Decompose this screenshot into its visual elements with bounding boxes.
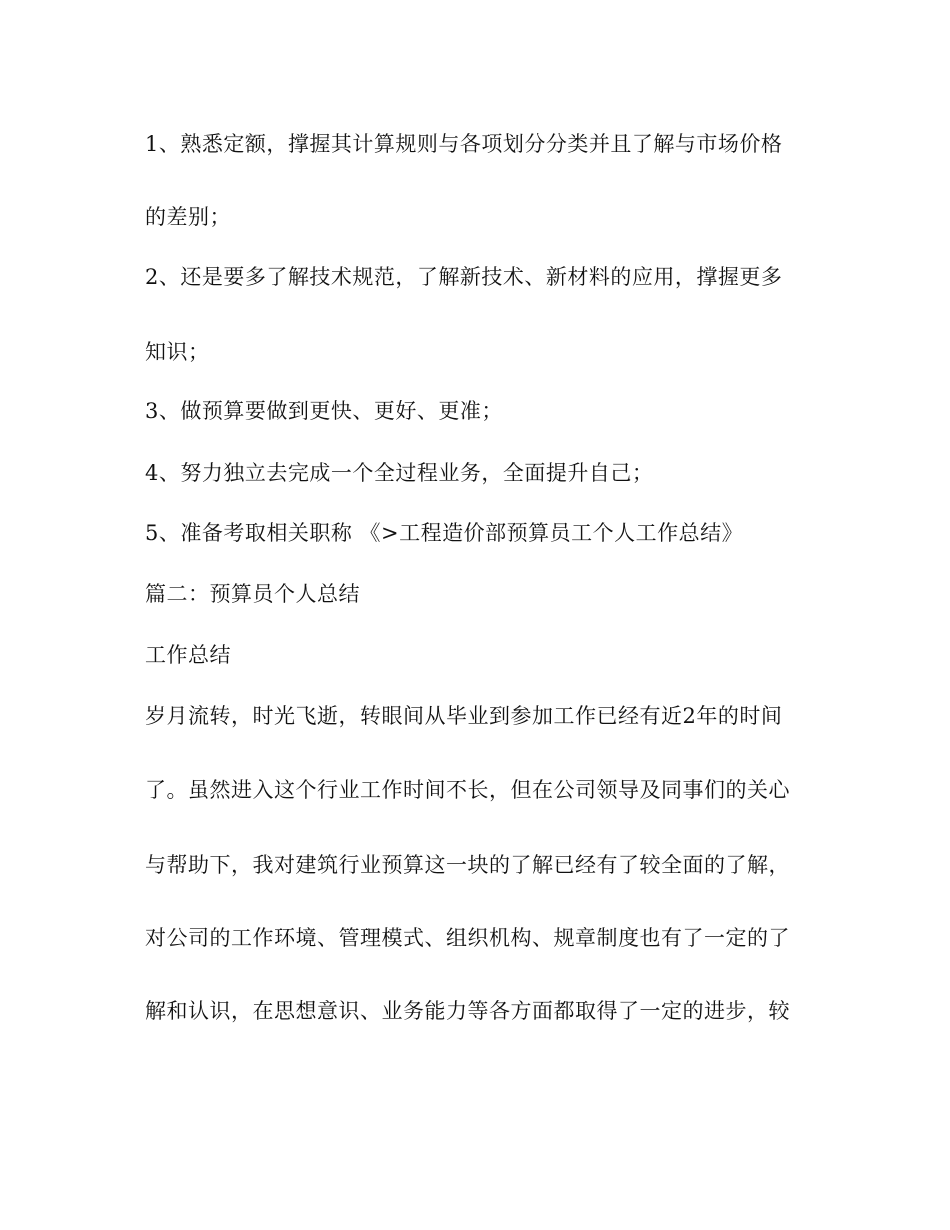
paragraph-line: 解和认识，在思想意识、业务能力等各方面都取得了一定的进步，较 (145, 999, 790, 1023)
paragraph-line: 与帮助下，我对建筑行业预算这一块的了解已经有了较全面的了解， (145, 853, 790, 877)
paragraph-line: 4、努力独立去完成一个全过程业务，全面提升自己； (145, 461, 654, 485)
paragraph-line: 5、准备考取相关职称 《>工程造价部预算员工个人工作总结》 (145, 521, 744, 545)
paragraph-line: 对公司的工作环境、管理模式、组织机构、规章制度也有了一定的了 (145, 926, 790, 950)
paragraph-line: 1、熟悉定额，撑握其计算规则与各项划分分类并且了解与市场价格 (145, 132, 783, 156)
paragraph-line: 了。虽然进入这个行业工作时间不长，但在公司领导及同事们的关心 (145, 778, 790, 802)
section-heading: 篇二：预算员个人总结 (145, 582, 360, 606)
paragraph-line: 的差别； (145, 205, 231, 229)
paragraph-line: 知识； (145, 340, 210, 364)
section-subheading: 工作总结 (145, 643, 231, 667)
paragraph-line: 3、做预算要做到更快、更好、更准； (145, 399, 503, 423)
paragraph-line: 岁月流转，时光飞逝，转眼间从毕业到参加工作已经有近2年的时间 (145, 704, 783, 728)
paragraph-line: 2、还是要多了解技术规范，了解新技术、新材料的应用，撑握更多 (145, 265, 783, 289)
